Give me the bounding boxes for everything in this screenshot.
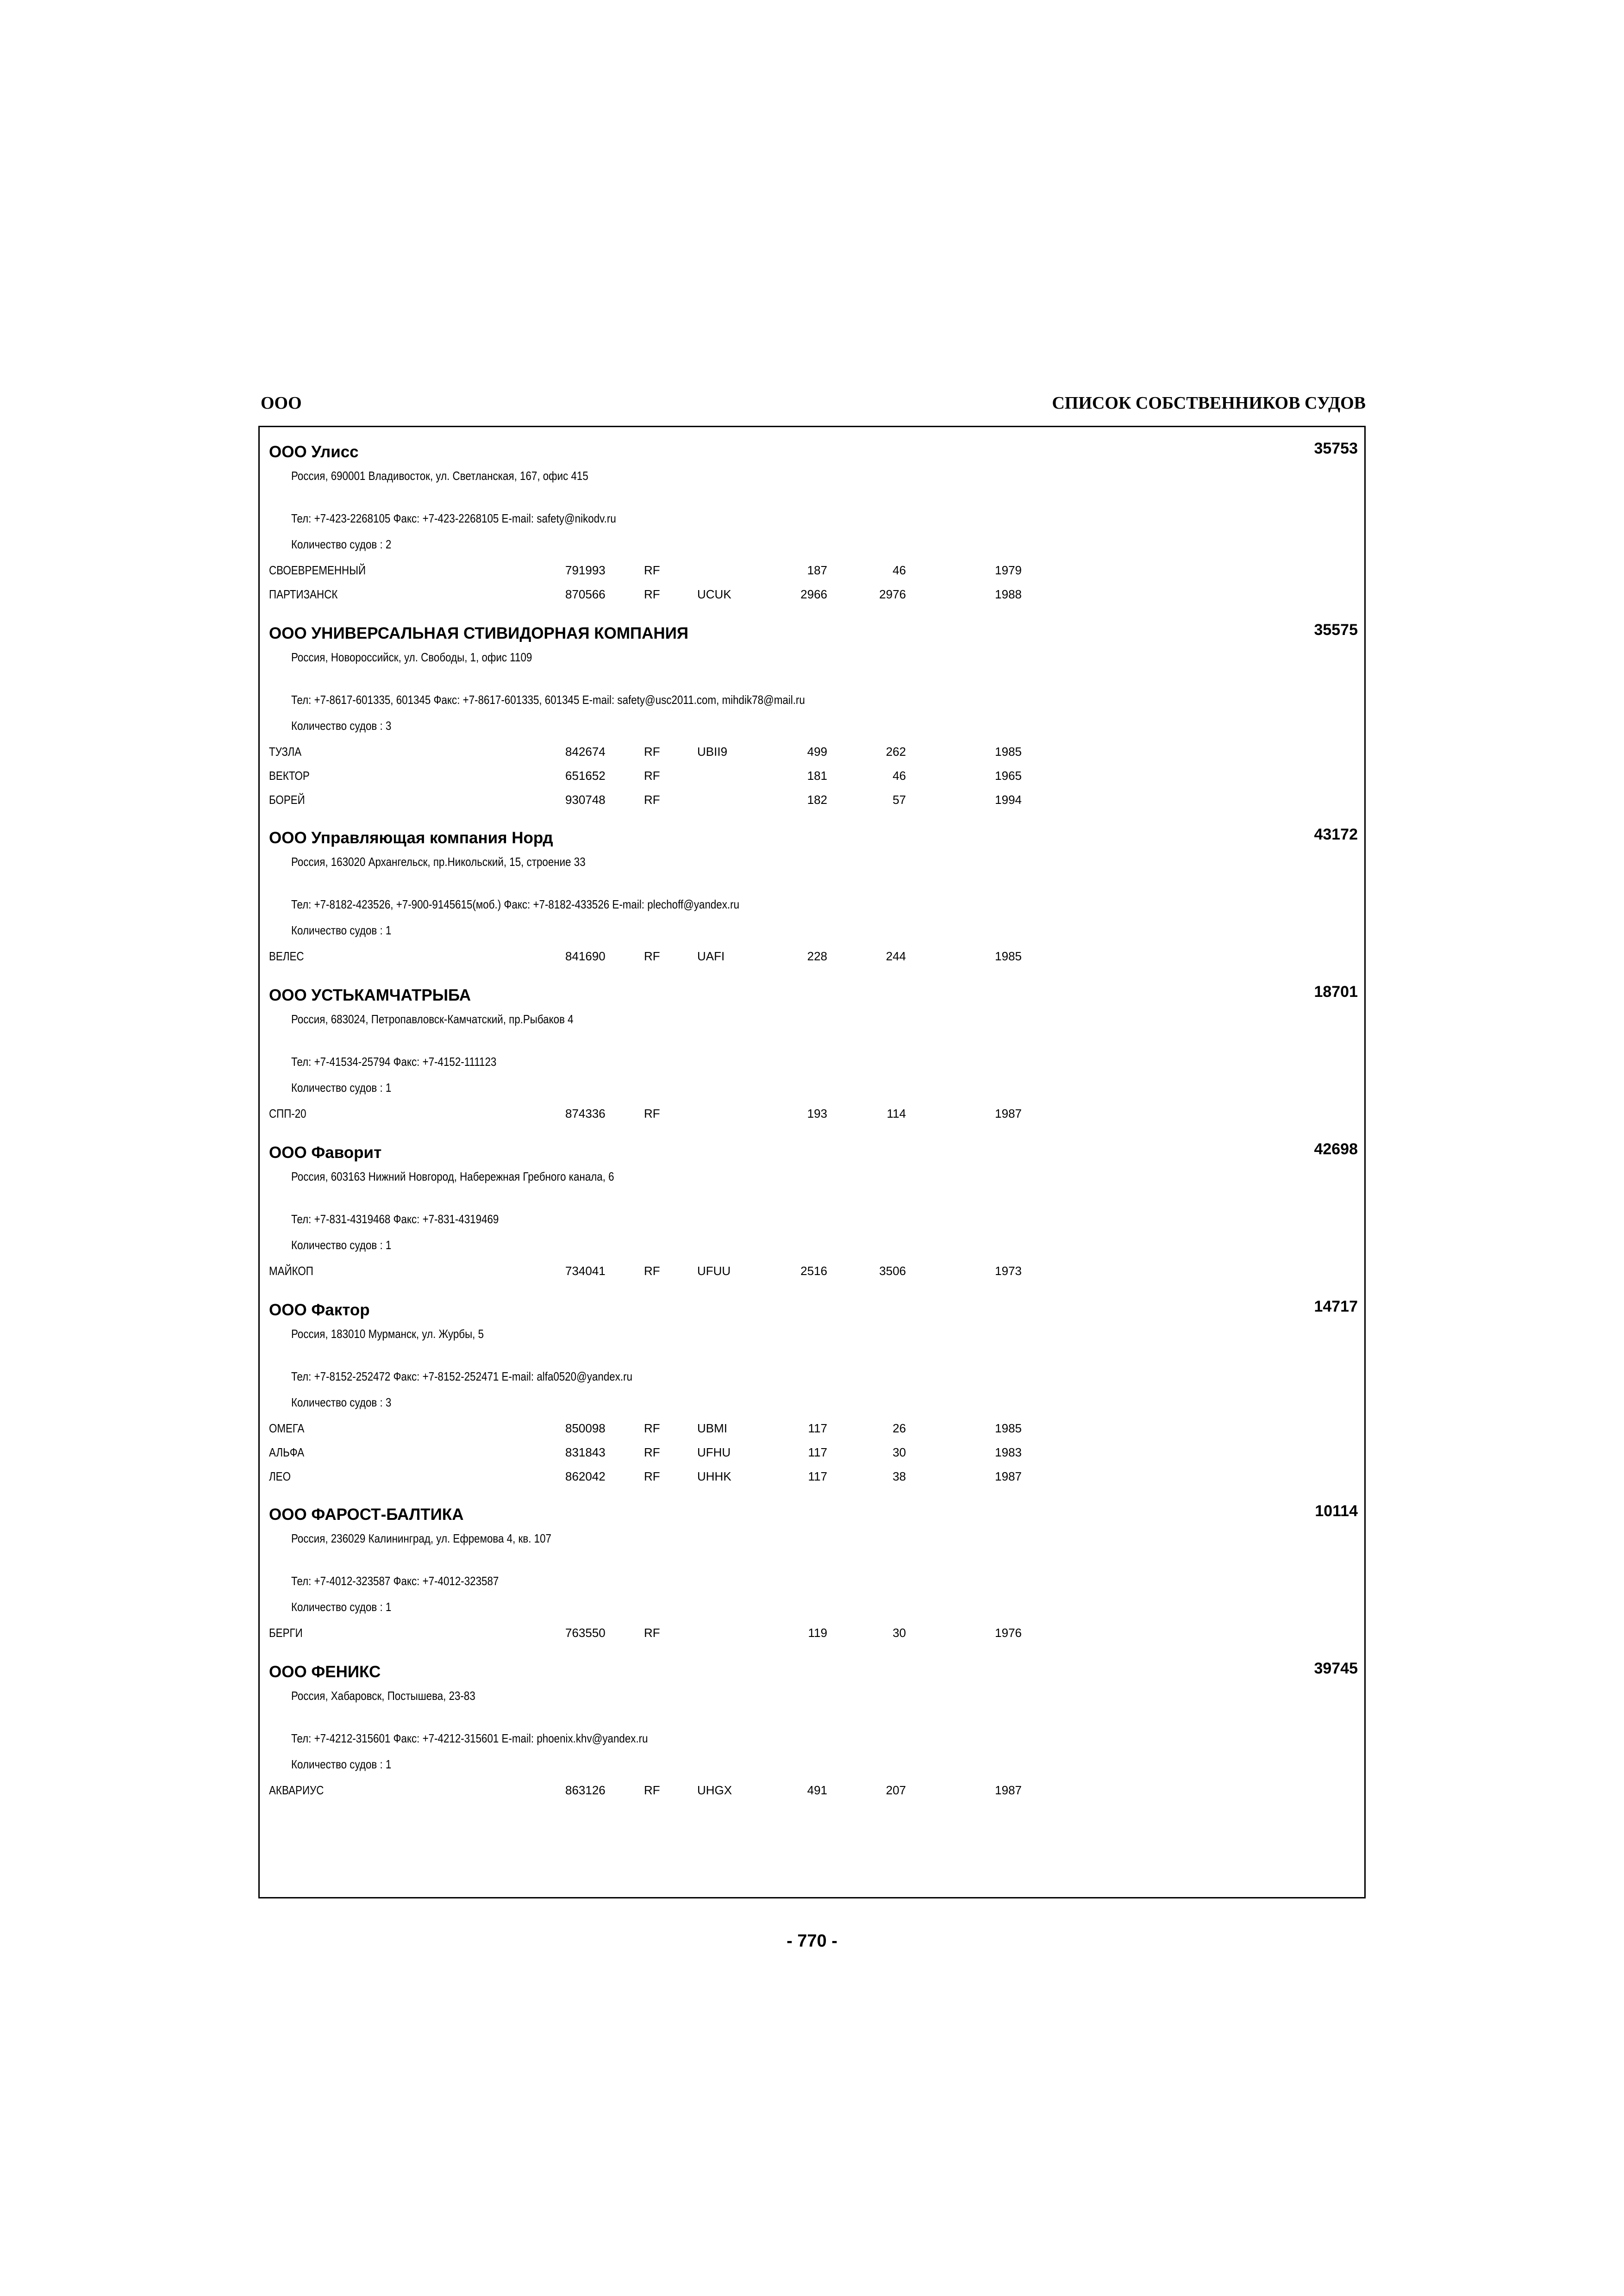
ship-dwt: 38 [893,1469,906,1483]
ship-flag: RF [644,745,660,759]
company-contacts: Тел: +7-41534-25794 Факс: +7-4152-111123 [291,1055,497,1069]
ship-count: Количество судов : 1 [291,923,392,937]
ship-row [260,793,1364,807]
company-address: Россия, 603163 Нижний Новгород, Набережная Гребного канала, 6 [291,1170,614,1183]
company-address: Россия, Новороссийск, ул. Свободы, 1, офис 1109 [291,650,532,664]
company-name: ООО Управляющая компания Норд [269,829,553,847]
ship-number: 734041 [565,1264,606,1278]
ship-flag: RF [644,1445,660,1459]
ship-gt: 193 [807,1107,827,1120]
page-number: - 770 - [787,1931,837,1951]
ship-name: ОМЕГА [269,1421,305,1435]
ship-number: 862042 [565,1469,606,1483]
ship-flag: RF [644,1421,660,1435]
ship-flag: RF [644,1626,660,1640]
company-id: 42698 [1314,1140,1358,1158]
ship-row [260,769,1364,783]
ship-gt: 228 [807,949,827,963]
company-id: 14717 [1314,1298,1358,1315]
ship-callsign: UCUK [697,587,731,601]
ship-number: 870566 [565,587,606,601]
ship-count: Количество судов : 1 [291,1757,392,1771]
company-name: ООО Фаворит [269,1144,382,1162]
ship-name: МАЙКОП [269,1264,313,1278]
company-name: ООО ФАРОСТ-БАЛТИКА [269,1506,464,1524]
ship-row [260,745,1364,759]
ship-number: 831843 [565,1445,606,1459]
ship-gt: 181 [807,769,827,783]
ship-name: ЛЕО [269,1469,291,1483]
ship-dwt: 2976 [879,587,906,601]
ship-year: 1965 [995,769,1022,783]
ship-dwt: 57 [893,793,906,807]
ship-number: 651652 [565,769,606,783]
ship-gt: 187 [807,563,827,577]
ship-flag: RF [644,1264,660,1278]
company-contacts: Тел: +7-4212-315601 Факс: +7-4212-315601 E-mail: phoenix.khv@yandex.ru [291,1731,648,1745]
ship-callsign: UHGX [697,1783,732,1797]
company-address: Россия, 236029 Калининград, ул. Ефремова 4, кв. 107 [291,1531,551,1545]
ship-gt: 182 [807,793,827,807]
ship-callsign: UFUU [697,1264,731,1278]
company-address: Россия, 163020 Архангельск, пр.Никольский, 15, строение 33 [291,855,586,869]
running-header-title: СПИСОК СОБСТВЕННИКОВ СУДОВ [1052,393,1366,413]
ship-gt: 491 [807,1783,827,1797]
ship-dwt: 30 [893,1626,906,1640]
ship-count: Количество судов : 2 [291,537,392,551]
company-address: Россия, 183010 Мурманск, ул. Журбы, 5 [291,1327,484,1341]
ship-name: ВЕЛЕС [269,949,304,963]
ship-year: 1985 [995,745,1022,759]
company-contacts: Тел: +7-4012-323587 Факс: +7-4012-323587 [291,1574,499,1588]
company-name: ООО Улисс [269,443,359,461]
ship-year: 1987 [995,1783,1022,1797]
ship-count: Количество судов : 1 [291,1238,392,1252]
ship-row [260,1421,1364,1435]
ship-flag: RF [644,769,660,783]
ship-year: 1985 [995,1421,1022,1435]
ship-flag: RF [644,1469,660,1483]
ship-count: Количество судов : 3 [291,1395,392,1409]
ship-dwt: 3506 [879,1264,906,1278]
ship-year: 1994 [995,793,1022,807]
company-name: ООО УНИВЕРСАЛЬНАЯ СТИВИДОРНАЯ КОМПАНИЯ [269,624,689,642]
company-id: 18701 [1314,983,1358,1001]
ship-year: 1979 [995,563,1022,577]
ship-dwt: 30 [893,1445,906,1459]
company-contacts: Тел: +7-8182-423526, +7-900-9145615(моб.) Факс: +7-8182-433526 E-mail: plechoff@yandex.ru [291,897,740,911]
ship-dwt: 46 [893,563,906,577]
company-name: ООО Фактор [269,1301,370,1319]
ship-row [260,587,1364,601]
ship-year: 1973 [995,1264,1022,1278]
ship-number: 850098 [565,1421,606,1435]
ship-flag: RF [644,949,660,963]
ship-dwt: 26 [893,1421,906,1435]
ship-callsign: UBMI [697,1421,727,1435]
ship-dwt: 244 [886,949,906,963]
ship-row [260,1626,1364,1640]
ship-row [260,563,1364,577]
ship-dwt: 262 [886,745,906,759]
ship-gt: 2966 [800,587,827,601]
ship-callsign: UBII9 [697,745,728,759]
company-contacts: Тел: +7-831-4319468 Факс: +7-831-4319469 [291,1212,499,1226]
ship-year: 1987 [995,1469,1022,1483]
ship-count: Количество судов : 1 [291,1600,392,1614]
ship-number: 841690 [565,949,606,963]
ship-name: ТУЗЛА [269,745,302,759]
ship-number: 930748 [565,793,606,807]
ship-number: 863126 [565,1783,606,1797]
ship-name: БОРЕЙ [269,793,305,807]
ship-name: АЛЬФА [269,1445,305,1459]
ship-year: 1987 [995,1107,1022,1120]
company-contacts: Тел: +7-8152-252472 Факс: +7-8152-252471 E-mail: alfa0520@yandex.ru [291,1369,633,1383]
ship-year: 1988 [995,587,1022,601]
ship-flag: RF [644,793,660,807]
ship-flag: RF [644,587,660,601]
ship-row [260,1783,1364,1797]
ship-year: 1985 [995,949,1022,963]
ship-name: СВОЕВРЕМЕННЫЙ [269,563,366,577]
ship-callsign: UHHK [697,1469,731,1483]
ship-gt: 2516 [800,1264,827,1278]
company-id: 43172 [1314,826,1358,843]
ship-number: 842674 [565,745,606,759]
ship-number: 791993 [565,563,606,577]
ship-row [260,1469,1364,1483]
ship-count: Количество судов : 1 [291,1081,392,1095]
ship-row [260,949,1364,963]
ship-name: СПП-20 [269,1107,306,1120]
ship-year: 1976 [995,1626,1022,1640]
company-address: Россия, 683024, Петропавловск-Камчатский, пр.Рыбаков 4 [291,1012,574,1026]
ship-gt: 119 [808,1626,827,1640]
ship-name: АКВАРИУС [269,1783,324,1797]
ship-row [260,1445,1364,1459]
company-name: ООО УСТЬКАМЧАТРЫБА [269,986,471,1004]
ship-dwt: 207 [886,1783,906,1797]
company-name: ООО ФЕНИКС [269,1663,381,1681]
company-id: 35575 [1314,621,1358,639]
ship-number: 763550 [565,1626,606,1640]
company-address: Россия, 690001 Владивосток, ул. Светланская, 167, офис 415 [291,469,588,483]
company-address: Россия, Хабаровск, Постышева, 23-83 [291,1689,475,1703]
ship-gt: 117 [808,1445,827,1459]
ship-dwt: 114 [887,1107,906,1120]
ship-row [260,1107,1364,1120]
ship-name: БЕРГИ [269,1626,303,1640]
company-id: 35753 [1314,440,1358,457]
company-contacts: Тел: +7-423-2268105 Факс: +7-423-2268105 E-mail: safety@nikodv.ru [291,511,616,525]
ship-name: ВЕКТОР [269,769,310,783]
company-id: 10114 [1315,1502,1358,1520]
ship-flag: RF [644,1107,660,1120]
ship-callsign: UFHU [697,1445,731,1459]
ship-name: ПАРТИЗАНСК [269,587,338,601]
company-id: 39745 [1314,1660,1358,1677]
ship-dwt: 46 [893,769,906,783]
ship-year: 1983 [995,1445,1022,1459]
ship-count: Количество судов : 3 [291,719,392,733]
running-header-left: ООО [261,393,302,413]
ship-flag: RF [644,563,660,577]
ship-gt: 499 [807,745,827,759]
ship-callsign: UAFI [697,949,725,963]
company-contacts: Тел: +7-8617-601335, 601345 Факс: +7-8617-601335, 601345 E-mail: safety@usc2011.com, mihdik78@mail.ru [291,693,805,707]
ship-gt: 117 [808,1421,827,1435]
ship-number: 874336 [565,1107,606,1120]
ship-gt: 117 [808,1469,827,1483]
ship-row [260,1264,1364,1278]
ship-flag: RF [644,1783,660,1797]
registry-frame [258,426,1366,1898]
